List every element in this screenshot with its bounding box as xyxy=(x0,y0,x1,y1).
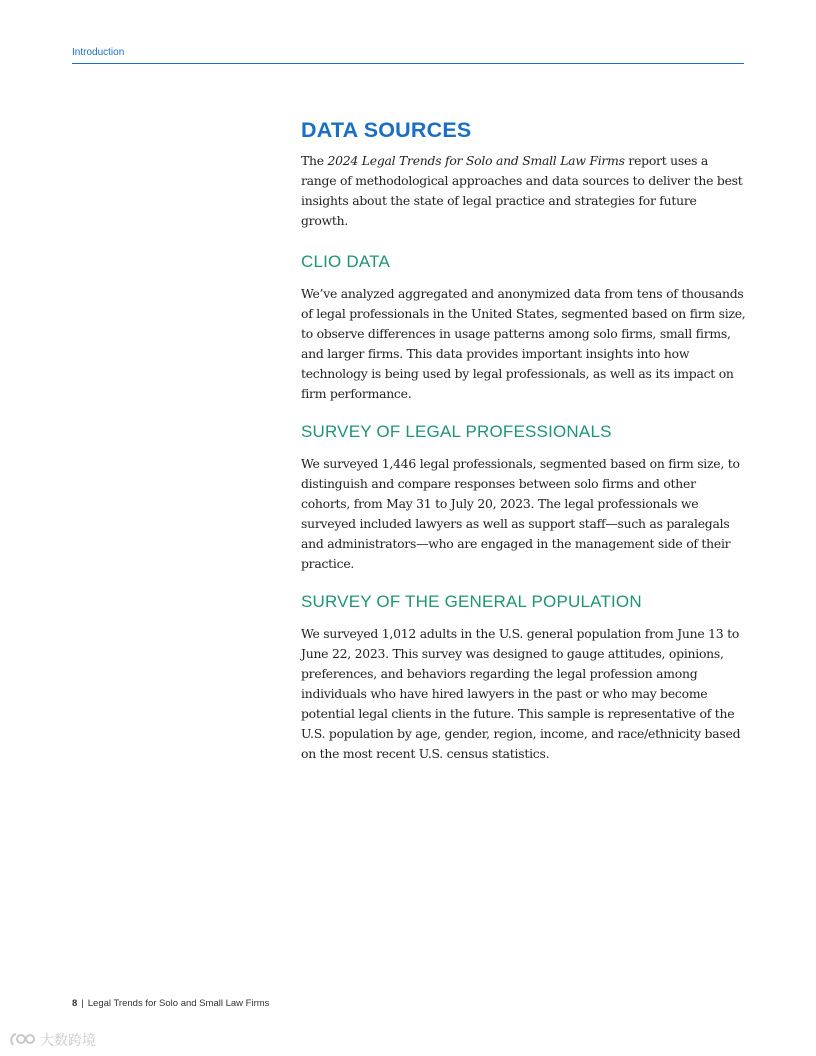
section-heading-general-population: SURVEY OF THE GENERAL POPULATION xyxy=(301,592,642,611)
section-body-general-population: We surveyed 1,012 adults in the U.S. general population from June 13 to June 22, 2023. This survey was designed to gauge attitudes, opinions, preferences, and behaviors regarding the legal profession among individuals who have hired lawyers in the past or who may become potential legal clients in the future. This sample is representative of the U.S. population by age, gender, region, income, and race/ethnicity based on the most recent U.S. census statistics. xyxy=(301,626,741,761)
footer-publication-title: Legal Trends for Solo and Small Law Firms xyxy=(87,998,270,1009)
section-body-legal-professionals: We surveyed 1,446 legal professionals, segmented based on firm size, to distinguish and compare responses between solo firms and other cohorts, from May 31 to July 20, 2023. The legal professionals we surveyed included lawyers as well as support staff—such as paralegals and administrators—who are engaged in the management side of their practice. xyxy=(301,456,740,571)
page-footer xyxy=(72,998,269,1009)
footer-separator: | xyxy=(81,998,84,1009)
intro-paragraph xyxy=(301,151,746,231)
running-head: Introduction xyxy=(72,47,125,58)
header-rule xyxy=(72,63,744,64)
section-heading-clio-data: CLIO DATA xyxy=(301,252,391,271)
section-body-clio-data: We’ve analyzed aggregated and anonymized data from tens of thousands of legal professionals in the United States, segmented based on firm size, to observe differences in usage patterns among solo firms, small firms, and larger firms. This data provides important insights into how technology is being used by legal professionals, as well as its impact on firm performance. xyxy=(301,286,746,401)
intro-text-start: The xyxy=(301,153,328,168)
page-number: 8 xyxy=(72,998,78,1009)
section-heading-legal-professionals: SURVEY OF LEGAL PROFESSIONALS xyxy=(301,422,612,441)
report-title-italic: 2024 Legal Trends for Solo and Small Law Firms xyxy=(327,153,625,168)
intro-text-end: report uses a range of methodological approaches and data sources to deliver the best insights about the state of legal practice and strategies for future growth. xyxy=(301,153,743,228)
main-content xyxy=(301,116,746,764)
watermark-logo-icon xyxy=(10,1031,36,1049)
page-title: DATA SOURCES xyxy=(301,118,472,142)
watermark-text: 大数跨境 xyxy=(40,1032,96,1048)
watermark xyxy=(10,1030,96,1050)
